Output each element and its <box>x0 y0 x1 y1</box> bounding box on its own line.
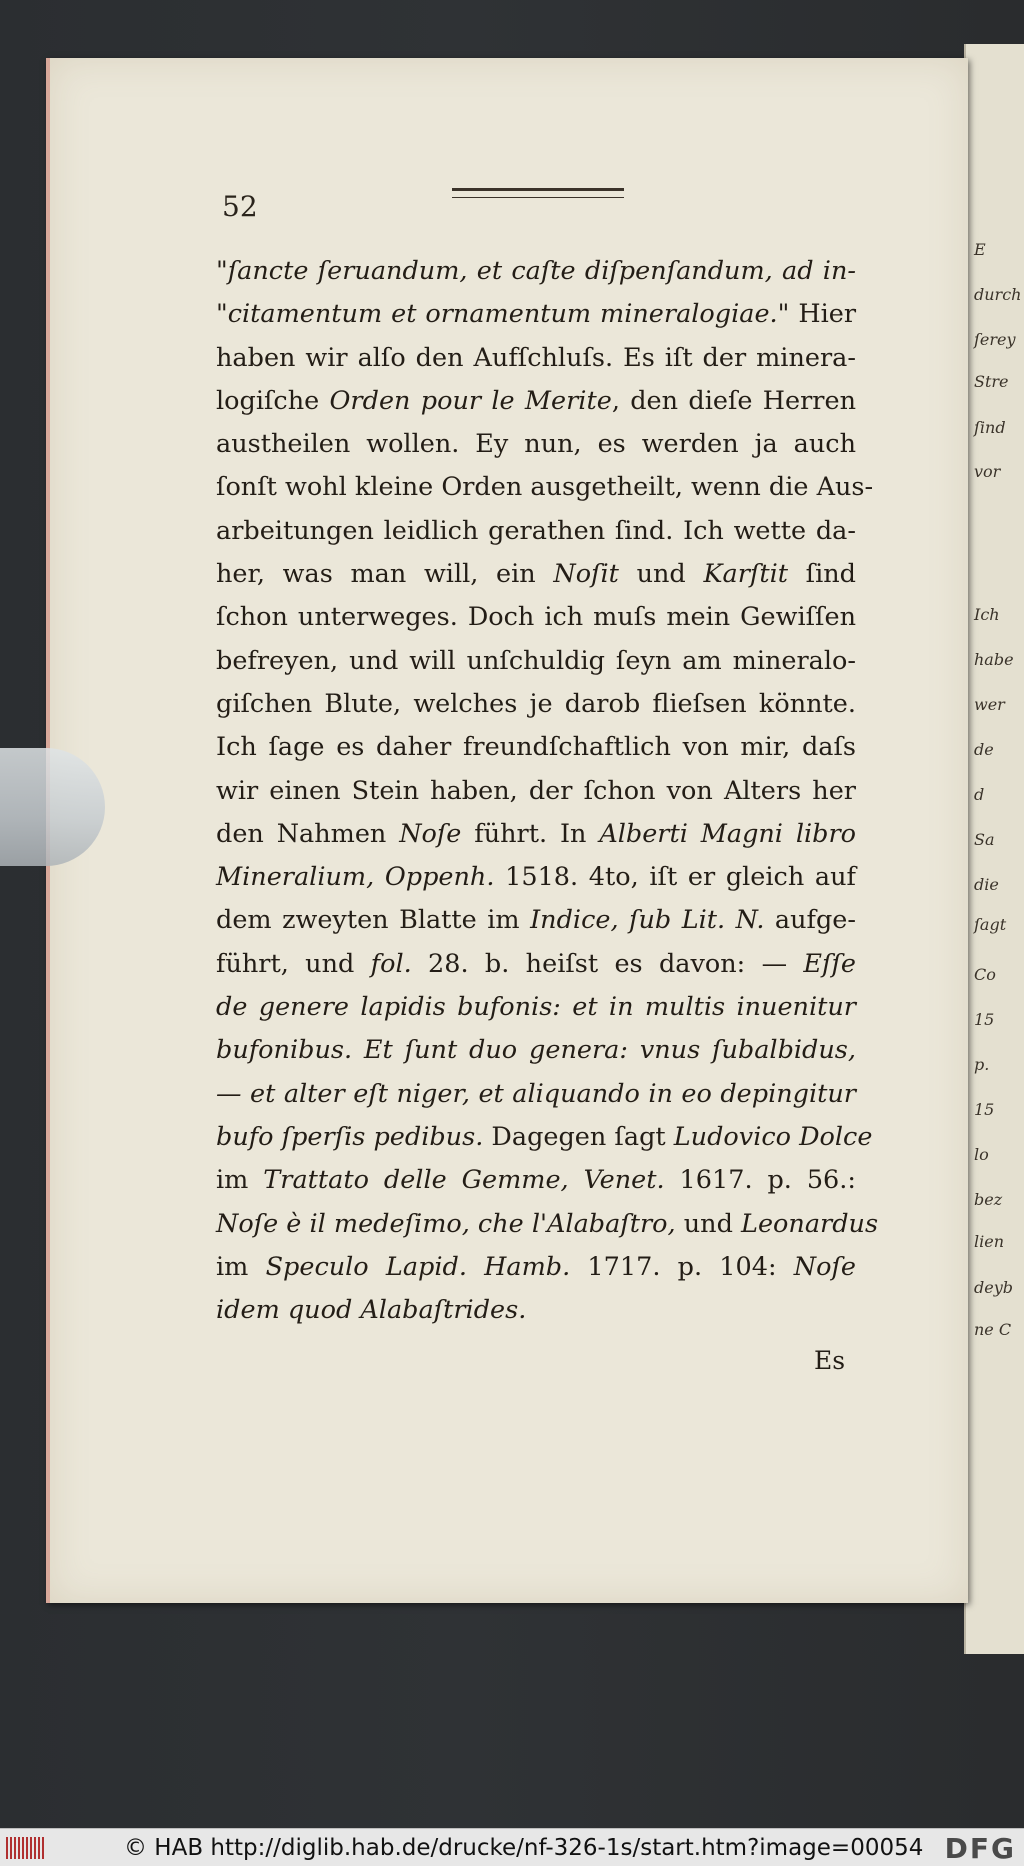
italic-run: Noſe <box>793 1251 856 1282</box>
text-line <box>216 813 856 856</box>
facing-page-fragment: de <box>974 740 994 759</box>
text-run: 1518. 4to, iſt er gleich auf <box>494 862 856 893</box>
italic-run: Mineralium, Oppenh. <box>216 862 495 893</box>
text-run: im <box>216 1165 264 1196</box>
text-line <box>216 899 856 942</box>
italic-run: "ſancte ſeruandum, et caſte diſpenſandum, ad in- <box>216 256 856 286</box>
text-run: befreyen, und will unſchuldig ſeyn am mineralo- <box>216 645 856 676</box>
facing-page-fragment: 15 <box>974 1010 995 1029</box>
page-number: 52 <box>222 190 258 223</box>
text-run: 1617. p. 56.: <box>664 1165 856 1196</box>
text-line <box>216 250 856 293</box>
text-line <box>216 726 856 769</box>
italic-run: Speculo Lapid. Hamb. <box>265 1251 571 1282</box>
facing-page-fragment: Sa <box>974 830 995 849</box>
text-line <box>216 1116 873 1159</box>
text-line <box>216 770 856 813</box>
facing-page-fragment: ſind <box>974 418 1006 437</box>
italic-run: Indice, ſub Lit. N. <box>530 905 765 936</box>
text-line <box>216 640 856 683</box>
facing-page-fragment: Co <box>974 965 996 984</box>
italic-run: Noſit <box>553 559 619 590</box>
text-run: führt. In <box>461 818 600 849</box>
text-line <box>216 380 856 423</box>
footer-bar <box>0 1828 1024 1866</box>
barcode-icon <box>6 1837 46 1859</box>
text-run: arbeitungen leidlich gerathen ſind. Ich wette da- <box>216 515 856 546</box>
italic-run: Leonardus <box>741 1208 879 1239</box>
text-run: den Nahmen <box>216 818 400 849</box>
text-run: Ich ſage es daher freundſchaftlich von mir, daſs <box>216 732 856 763</box>
text-line <box>216 423 856 466</box>
facing-page-fragment: ſagt <box>974 915 1007 934</box>
text-run: logiſche <box>216 385 330 416</box>
facing-page-fragment: vor <box>974 462 1001 481</box>
facing-page-edge <box>964 44 1024 1654</box>
facing-page-fragment: p. <box>974 1055 990 1074</box>
text-run: und <box>618 559 704 590</box>
text-line <box>216 553 856 596</box>
text-run: haben wir alſo den Aufſchluſs. Es iſt der minera- <box>216 342 856 373</box>
italic-run: de genere lapidis bufonis: et in multis inuenitur <box>216 992 856 1023</box>
text-line <box>216 337 856 380</box>
italic-run: Eſſe <box>803 948 856 979</box>
text-line <box>216 1159 856 1202</box>
header-rule <box>452 188 624 198</box>
text-line <box>216 293 856 336</box>
italic-run: bufonibus. Et ſunt duo genera: vnus ſubalbidus, <box>216 1035 856 1066</box>
body-text <box>216 250 879 1332</box>
text-run: wir einen Stein haben, der ſchon von Alters her <box>216 775 856 806</box>
facing-page-fragment: lien <box>974 1232 1005 1251</box>
text-run: Dagegen ſagt <box>483 1121 674 1152</box>
italic-run: fol. <box>370 948 412 979</box>
facing-page-fragment: 15 <box>974 1100 995 1119</box>
italic-run: Alberti Magni libro <box>599 818 857 849</box>
text-line <box>216 1203 879 1246</box>
facing-page-fragment: deyb <box>974 1278 1013 1297</box>
facing-page-fragment: Ich <box>974 605 1000 624</box>
text-line <box>216 683 856 726</box>
text-line <box>216 1073 856 1116</box>
italic-run: Orden pour le Merite <box>329 385 612 416</box>
italic-run: — et alter eſt niger, et aliquando in eo depingitur <box>216 1078 856 1109</box>
text-run: im <box>216 1251 266 1282</box>
text-line <box>216 510 856 553</box>
text-run: Hier <box>789 299 857 330</box>
italic-run: idem quod Alabaſtrides. <box>216 1295 527 1326</box>
text-run: dem zweyten Blatte im <box>216 905 531 936</box>
text-line <box>216 1289 856 1332</box>
facing-page-fragment: habe <box>974 650 1014 669</box>
text-run: ſonſt wohl kleine Orden ausgetheilt, wenn die Aus- <box>216 472 874 503</box>
text-run: austheilen wollen. Ey nun, es werden ja auch <box>216 429 856 460</box>
facing-page-fragment: d <box>974 785 985 804</box>
italic-run: Trattato delle Gemme, Venet. <box>263 1165 665 1196</box>
text-line <box>216 1029 856 1072</box>
text-line <box>216 986 856 1029</box>
facing-page-fragment: E <box>974 240 986 259</box>
facing-page-fragment: ne C <box>974 1320 1012 1339</box>
text-run: 28. b. heiſst es davon: — <box>411 948 804 979</box>
facing-page-fragment: ſerey <box>974 330 1016 349</box>
italic-run: Noſe è il medeſimo, che l'Alabaſtro, <box>216 1208 676 1239</box>
facing-page-fragment: durch <box>974 285 1022 304</box>
text-run: und <box>675 1208 742 1239</box>
text-run: , den dieſe Herren <box>611 385 856 416</box>
facing-page-fragment: Stre <box>974 372 1009 391</box>
facing-page-fragment: wer <box>974 695 1005 714</box>
text-run: her, was man will, ein <box>216 559 554 590</box>
facing-page-fragment: lo <box>974 1145 989 1164</box>
text-run: ſind <box>787 559 856 590</box>
italic-run: Ludovico Dolce <box>673 1121 873 1152</box>
dfg-logo: DFG <box>944 1832 1016 1865</box>
text-line <box>216 1246 856 1289</box>
text-run: führt, und <box>216 948 371 979</box>
text-line <box>216 943 856 986</box>
italic-run: Noſe <box>399 818 462 849</box>
facing-page-fragment: bez <box>974 1190 1003 1209</box>
catchword: Es <box>814 1346 846 1375</box>
italic-run: "citamentum et ornamentum mineralogiae." <box>216 299 790 330</box>
italic-run: Karſtit <box>703 559 788 590</box>
facing-page-fragment: die <box>974 875 999 894</box>
text-run: giſchen Blute, welches je darob flieſsen könnte. <box>216 688 856 719</box>
text-line <box>216 596 856 639</box>
text-run: ſchon unterweges. Doch ich muſs mein Gewiſſen <box>216 602 856 633</box>
text-line <box>216 856 856 899</box>
text-line <box>216 466 874 509</box>
italic-run: bufo ſperſis pedibus. <box>216 1121 484 1152</box>
text-run: 1717. p. 104: <box>570 1251 794 1282</box>
text-run: aufge- <box>764 905 857 936</box>
footer-credit: © HAB http://diglib.hab.de/drucke/nf-326-1s/start.htm?image=00054 <box>124 1835 924 1861</box>
